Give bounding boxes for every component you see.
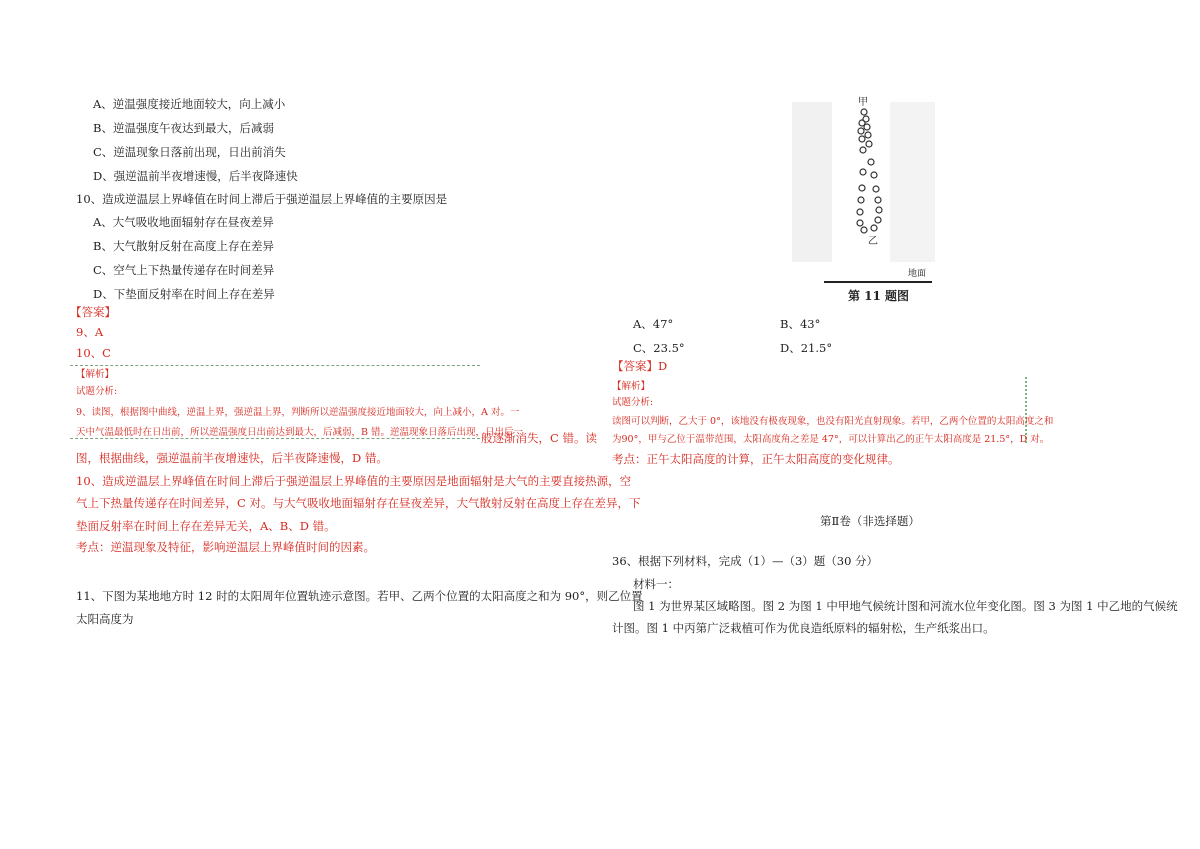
label-jia: 甲 (858, 97, 868, 108)
sun-path-figure (790, 92, 940, 306)
analysis-10-line1: 10、造成逆温层上界峰值在时间上滞后于强逆温层上界峰值的主要原因是地面辐射是大气的主要直接热源，空 (76, 474, 632, 488)
kaodian-left: 考点：逆温现象及特征，影响逆温层上界峰值时间的因素。 (76, 540, 375, 554)
q9-option-a: A、逆温强度接近地面较大，向上减小 (93, 97, 286, 111)
answer-9: 9、A (76, 325, 104, 339)
q11-answer: 【答案】D (612, 359, 668, 373)
material-line2: 计图。图 1 中丙第广泛栽植可作为优良造纸原料的辐射松，生产纸浆出口。 (612, 621, 995, 635)
label-yi: 乙 (868, 236, 878, 247)
figure-caption: 第 11 题图 (848, 289, 910, 303)
material-label: 材料一： (633, 577, 679, 591)
q11-option-c: C、23.5° (633, 341, 685, 355)
analysis-10-line3: 垫面反射率在时间上存在差异无关，A、B、D 错。 (76, 519, 336, 533)
q10-option-b: B、大气散射反射在高度上存在差异 (93, 239, 274, 253)
label-ground: 地面 (908, 269, 927, 279)
answer-10: 10、C (76, 346, 111, 360)
q10-option-a: A、大气吸收地面辐射存在昼夜差异 (93, 215, 274, 229)
analysis-right-line2: 为90°，甲与乙位于温带范围，太阳高度角之差是 47°，可以计算出乙的正午太阳高度是 21.5°，D 对。 (612, 434, 1050, 445)
answer-label: 【答案】 (70, 305, 116, 319)
q9-option-d: D、强逆温前半夜增速慢，后半夜降速快 (93, 169, 298, 183)
material-line1: 图 1 为世界某区域略图。图 2 为图 1 中甲地气候统计图和河流水位年变化图。图 3 为图 1 中乙地的气候统 (633, 599, 1178, 613)
analysis-subtitle: 试题分析: (76, 386, 118, 397)
analysis-label-right: 【解析】 (612, 381, 651, 392)
analysis-subtitle-right: 试题分析: (612, 397, 654, 408)
analysis-10-line2: 气上下热量传递存在时间差异，C 对。与大气吸收地面辐射存在昼夜差异，大气散射反射在高度上存在差异，下 (76, 496, 641, 510)
analysis-label: 【解析】 (76, 369, 115, 380)
q10-option-d: D、下垫面反射率在时间上存在差异 (93, 287, 275, 301)
sun-positions (857, 109, 882, 233)
q11-stem-line1: 11、下图为某地地方时 12 时的太阳周年位置轨迹示意图。若甲、乙两个位置的太阳高度之和为 90°，则乙位置 (76, 589, 643, 603)
analysis-9-line3: 图，根据曲线，强逆温前半夜增速快，后半夜降速慢，D 错。 (76, 451, 388, 465)
kaodian-right: 考点：正午太阳高度的计算，正午太阳高度的变化规律。 (612, 452, 900, 466)
q9-option-c: C、逆温现象日落前出现，日出前消失 (93, 145, 286, 159)
sun-path-svg (790, 92, 940, 306)
analysis-9-line1: 9、读图，根据图中曲线，逆温上界，强逆温上界，判断所以逆温强度接近地面较大，向上减小，A 对。一 (76, 407, 520, 418)
analysis-right-line1: 读图可以判断，乙大于 0°，该地没有极夜现象，也没有阳光直射现象。若甲，乙两个位置的太阳高度之和 (612, 416, 1054, 427)
q36-stem: 36、根据下列材料，完成（1）—（3）题（30 分） (612, 554, 879, 568)
q11-option-b: B、43° (780, 317, 821, 331)
q11-stem-line2: 太阳高度为 (76, 612, 134, 626)
q11-option-a: A、47° (633, 317, 674, 331)
q11-option-d: D、21.5° (780, 341, 833, 355)
q9-option-b: B、逆温强度午夜达到最大，后减弱 (93, 121, 274, 135)
section-title: 第Ⅱ卷（非选择题） (820, 514, 920, 528)
q10-stem: 10、造成逆温层上界峰值在时间上滞后于强逆温层上界峰值的主要原因是 (76, 192, 448, 206)
analysis-9-line2a: 天中气温最低时在日出前，所以逆温强度日出前达到最大，后减弱，B 错。逆温现象日落后出现，日出后一 (76, 427, 524, 438)
analysis-9-line2b: 般逐渐消失，C 错。读 (481, 431, 597, 445)
q10-option-c: C、空气上下热量传递存在时间差异 (93, 263, 275, 277)
